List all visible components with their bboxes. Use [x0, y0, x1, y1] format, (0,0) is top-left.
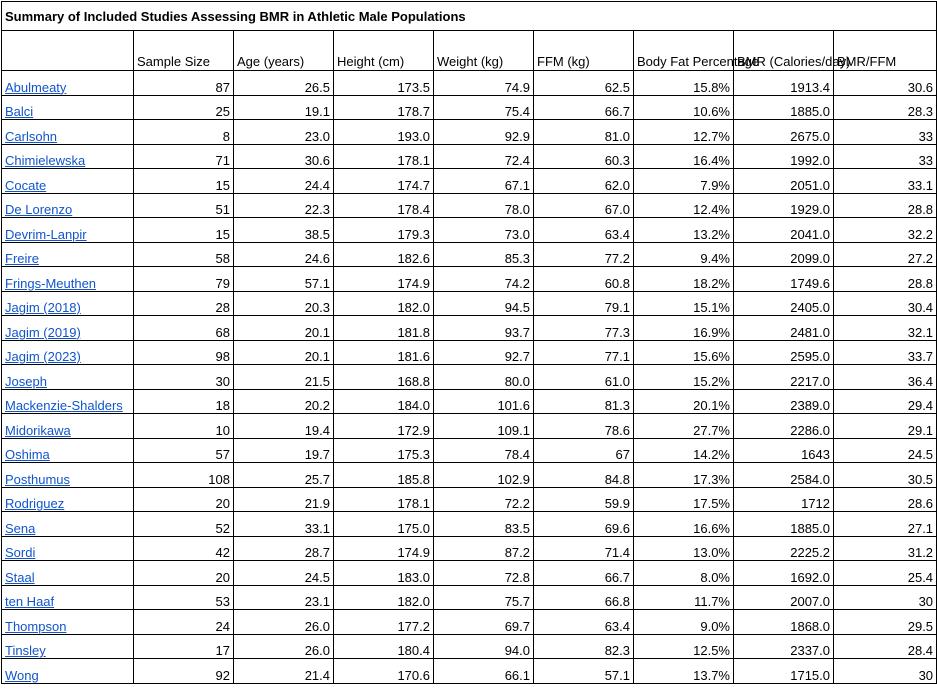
age-cell: 19.7: [234, 438, 334, 463]
sample-size-cell: 20: [134, 487, 234, 512]
ffm-cell: 81.0: [534, 120, 634, 145]
sample-size-cell: 20: [134, 561, 234, 586]
body-fat-cell: 15.8%: [634, 71, 734, 96]
bmr-cell: 2051.0: [734, 169, 834, 194]
table-row: [2, 340, 937, 365]
table-row: [2, 71, 937, 96]
body-fat-cell: 17.3%: [634, 463, 734, 488]
height-cell: 185.8: [334, 463, 434, 488]
body-fat-cell: 10.6%: [634, 95, 734, 120]
body-fat-cell: 13.2%: [634, 218, 734, 243]
table-row: [2, 438, 937, 463]
age-cell: 24.5: [234, 561, 334, 586]
bmr-cell: 1885.0: [734, 512, 834, 537]
bmr-ffm-cell: 28.3: [834, 95, 937, 120]
header-bmr-ffm: BMR/FFM: [834, 31, 937, 71]
ffm-cell: 66.7: [534, 95, 634, 120]
bmr-cell: 1885.0: [734, 95, 834, 120]
ffm-cell: 66.8: [534, 585, 634, 610]
sample-size-cell: 92: [134, 659, 234, 684]
body-fat-cell: 12.5%: [634, 634, 734, 659]
table-row: [2, 536, 937, 561]
study-link[interactable]: De Lorenzo: [5, 202, 73, 217]
ffm-cell: 60.3: [534, 144, 634, 169]
bmr-ffm-cell: 32.1: [834, 316, 937, 341]
ffm-cell: 77.3: [534, 316, 634, 341]
summary-table: [1, 1, 937, 684]
bmr-cell: 1929.0: [734, 193, 834, 218]
bmr-cell: 2225.2: [734, 536, 834, 561]
table-row: [2, 316, 937, 341]
height-cell: 175.3: [334, 438, 434, 463]
bmr-ffm-cell: 25.4: [834, 561, 937, 586]
weight-cell: 72.4: [434, 144, 534, 169]
ffm-cell: 67.0: [534, 193, 634, 218]
height-cell: 180.4: [334, 634, 434, 659]
ffm-cell: 62.0: [534, 169, 634, 194]
bmr-ffm-cell: 31.2: [834, 536, 937, 561]
study-cell: [2, 267, 134, 292]
study-cell: [2, 316, 134, 341]
age-cell: 26.5: [234, 71, 334, 96]
ffm-cell: 71.4: [534, 536, 634, 561]
height-cell: 182.0: [334, 291, 434, 316]
bmr-cell: 1868.0: [734, 610, 834, 635]
body-fat-cell: 27.7%: [634, 414, 734, 439]
bmr-cell: 2584.0: [734, 463, 834, 488]
study-link[interactable]: Frings-Meuthen: [5, 275, 97, 291]
sample-size-cell: 87: [134, 71, 234, 96]
table-row: [2, 291, 937, 316]
bmr-cell: 2041.0: [734, 218, 834, 243]
weight-cell: 78.0: [434, 193, 534, 218]
bmr-cell: 2099.0: [734, 242, 834, 267]
study-cell: [2, 414, 134, 439]
bmr-ffm-cell: 30.5: [834, 463, 937, 488]
table-row: [2, 610, 937, 635]
table-row: [2, 512, 937, 537]
bmr-ffm-cell: 24.5: [834, 438, 937, 463]
sample-size-cell: 10: [134, 414, 234, 439]
study-link[interactable]: Wong: [5, 667, 39, 683]
sample-size-cell: 57: [134, 438, 234, 463]
bmr-ffm-cell: 27.2: [834, 242, 937, 267]
sample-size-cell: 71: [134, 144, 234, 169]
weight-cell: 87.2: [434, 536, 534, 561]
ffm-cell: 82.3: [534, 634, 634, 659]
height-cell: 183.0: [334, 561, 434, 586]
body-fat-cell: 15.1%: [634, 291, 734, 316]
table-row: [2, 218, 937, 243]
age-cell: 20.1: [234, 316, 334, 341]
bmr-ffm-cell: 33: [834, 144, 937, 169]
ffm-cell: 78.6: [534, 414, 634, 439]
study-link[interactable]: Jagim (2023): [5, 349, 81, 364]
study-cell: [2, 291, 134, 316]
table-row: [2, 561, 937, 586]
weight-cell: 93.7: [434, 316, 534, 341]
bmr-ffm-cell: 29.4: [834, 389, 937, 414]
header-body-fat: Body Fat Percentage: [634, 31, 734, 71]
bmr-ffm-cell: 27.1: [834, 512, 937, 537]
ffm-cell: 63.4: [534, 218, 634, 243]
sample-size-cell: 108: [134, 463, 234, 488]
height-cell: 168.8: [334, 365, 434, 390]
height-cell: 174.7: [334, 169, 434, 194]
ffm-cell: 66.7: [534, 561, 634, 586]
header-height: Height (cm): [334, 31, 434, 71]
sample-size-cell: 52: [134, 512, 234, 537]
bmr-cell: 2217.0: [734, 365, 834, 390]
table-row: [2, 169, 937, 194]
age-cell: 20.2: [234, 389, 334, 414]
weight-cell: 92.9: [434, 120, 534, 145]
sample-size-cell: 98: [134, 340, 234, 365]
study-link[interactable]: Sena: [5, 520, 36, 536]
bmr-cell: 1712: [734, 487, 834, 512]
weight-cell: 72.2: [434, 487, 534, 512]
height-cell: 193.0: [334, 120, 434, 145]
ffm-cell: 77.2: [534, 242, 634, 267]
height-cell: 173.5: [334, 71, 434, 96]
bmr-ffm-cell: 30.6: [834, 71, 937, 96]
sample-size-cell: 28: [134, 291, 234, 316]
weight-cell: 75.4: [434, 95, 534, 120]
body-fat-cell: 9.4%: [634, 242, 734, 267]
age-cell: 38.5: [234, 218, 334, 243]
table-row: [2, 193, 937, 218]
height-cell: 178.4: [334, 193, 434, 218]
height-cell: 178.7: [334, 95, 434, 120]
weight-cell: 73.0: [434, 218, 534, 243]
bmr-cell: 1749.6: [734, 267, 834, 292]
ffm-cell: 84.8: [534, 463, 634, 488]
bmr-cell: 1992.0: [734, 144, 834, 169]
body-fat-cell: 8.0%: [634, 561, 734, 586]
study-cell: [2, 340, 134, 365]
body-fat-cell: 7.9%: [634, 169, 734, 194]
bmr-cell: 1913.4: [734, 71, 834, 96]
height-cell: 181.8: [334, 316, 434, 341]
ffm-cell: 61.0: [534, 365, 634, 390]
age-cell: 24.6: [234, 242, 334, 267]
study-link[interactable]: Cocate: [5, 177, 47, 193]
sample-size-cell: 79: [134, 267, 234, 292]
study-link[interactable]: Joseph: [5, 373, 47, 389]
body-fat-cell: 16.6%: [634, 512, 734, 537]
table-row: [2, 414, 937, 439]
bmr-ffm-cell: 32.2: [834, 218, 937, 243]
height-cell: 177.2: [334, 610, 434, 635]
sample-size-cell: 53: [134, 585, 234, 610]
study-link[interactable]: Carlsohn: [5, 128, 58, 144]
ffm-cell: 69.6: [534, 512, 634, 537]
bmr-ffm-cell: 28.4: [834, 634, 937, 659]
bmr-ffm-cell: 33.1: [834, 169, 937, 194]
height-cell: 178.1: [334, 144, 434, 169]
study-link[interactable]: Sordi: [5, 545, 36, 560]
bmr-cell: 2675.0: [734, 120, 834, 145]
weight-cell: 69.7: [434, 610, 534, 635]
ffm-cell: 57.1: [534, 659, 634, 684]
body-fat-cell: 11.7%: [634, 585, 734, 610]
table-row: [2, 487, 937, 512]
sample-size-cell: 68: [134, 316, 234, 341]
study-cell: [2, 95, 134, 120]
age-cell: 23.0: [234, 120, 334, 145]
weight-cell: 67.1: [434, 169, 534, 194]
study-link[interactable]: Oshima: [5, 447, 50, 462]
bmr-ffm-cell: 30: [834, 659, 937, 684]
bmr-ffm-cell: 29.1: [834, 414, 937, 439]
ffm-cell: 67: [534, 438, 634, 463]
height-cell: 184.0: [334, 389, 434, 414]
bmr-cell: 2481.0: [734, 316, 834, 341]
header-sample-size: Sample Size: [134, 31, 234, 71]
body-fat-cell: 12.4%: [634, 193, 734, 218]
bmr-cell: 2337.0: [734, 634, 834, 659]
study-cell: [2, 438, 134, 463]
study-cell: [2, 169, 134, 194]
table-row: [2, 95, 937, 120]
table-body: [2, 71, 937, 684]
weight-cell: 75.7: [434, 585, 534, 610]
bmr-ffm-cell: 29.5: [834, 610, 937, 635]
study-cell: [2, 144, 134, 169]
study-link[interactable]: Chimielewska: [5, 153, 86, 168]
age-cell: 21.9: [234, 487, 334, 512]
bmr-ffm-cell: 33.7: [834, 340, 937, 365]
sample-size-cell: 18: [134, 389, 234, 414]
sample-size-cell: 25: [134, 95, 234, 120]
table-row: [2, 634, 937, 659]
table-row: [2, 120, 937, 145]
bmr-ffm-cell: 28.8: [834, 267, 937, 292]
study-cell: [2, 634, 134, 659]
age-cell: 33.1: [234, 512, 334, 537]
height-cell: 174.9: [334, 536, 434, 561]
bmr-cell: 1643: [734, 438, 834, 463]
age-cell: 22.3: [234, 193, 334, 218]
age-cell: 20.1: [234, 340, 334, 365]
age-cell: 26.0: [234, 634, 334, 659]
study-link[interactable]: ten Haaf: [5, 594, 55, 609]
study-link[interactable]: Thompson: [5, 618, 67, 634]
age-cell: 28.7: [234, 536, 334, 561]
height-cell: 172.9: [334, 414, 434, 439]
study-link[interactable]: Midorikawa: [5, 422, 71, 438]
title-row: [2, 2, 937, 31]
bmr-cell: 2405.0: [734, 291, 834, 316]
height-cell: 175.0: [334, 512, 434, 537]
study-cell: [2, 512, 134, 537]
header-ffm: FFM (kg): [534, 31, 634, 71]
body-fat-cell: 13.7%: [634, 659, 734, 684]
sample-size-cell: 15: [134, 218, 234, 243]
sample-size-cell: 24: [134, 610, 234, 635]
study-link[interactable]: Posthumus: [5, 471, 71, 487]
height-cell: 181.6: [334, 340, 434, 365]
height-cell: 179.3: [334, 218, 434, 243]
bmr-ffm-cell: 30: [834, 585, 937, 610]
study-cell: [2, 120, 134, 145]
study-cell: [2, 536, 134, 561]
bmr-cell: 1715.0: [734, 659, 834, 684]
body-fat-cell: 15.6%: [634, 340, 734, 365]
table-row: [2, 463, 937, 488]
ffm-cell: 60.8: [534, 267, 634, 292]
study-link[interactable]: Jagim (2018): [5, 300, 81, 315]
weight-cell: 72.8: [434, 561, 534, 586]
age-cell: 26.0: [234, 610, 334, 635]
study-cell: [2, 242, 134, 267]
body-fat-cell: 15.2%: [634, 365, 734, 390]
sample-size-cell: 30: [134, 365, 234, 390]
bmr-cell: 2595.0: [734, 340, 834, 365]
study-link[interactable]: Rodriguez: [5, 496, 65, 511]
height-cell: 182.0: [334, 585, 434, 610]
bmr-ffm-cell: 33: [834, 120, 937, 145]
weight-cell: 78.4: [434, 438, 534, 463]
study-cell: [2, 365, 134, 390]
body-fat-cell: 17.5%: [634, 487, 734, 512]
study-cell: [2, 585, 134, 610]
bmr-cell: 2389.0: [734, 389, 834, 414]
weight-cell: 85.3: [434, 242, 534, 267]
table-title: Summary of Included Studies Assessing BMR in Athletic Male Populations: [2, 2, 937, 31]
sample-size-cell: 15: [134, 169, 234, 194]
header-bmr: BMR (Calories/day): [734, 31, 834, 71]
study-cell: [2, 487, 134, 512]
weight-cell: 74.2: [434, 267, 534, 292]
header-weight: Weight (kg): [434, 31, 534, 71]
ffm-cell: 81.3: [534, 389, 634, 414]
weight-cell: 94.5: [434, 291, 534, 316]
height-cell: 182.6: [334, 242, 434, 267]
header-row: [2, 31, 937, 71]
study-cell: [2, 610, 134, 635]
table-row: [2, 585, 937, 610]
ffm-cell: 79.1: [534, 291, 634, 316]
weight-cell: 92.7: [434, 340, 534, 365]
bmr-cell: 2286.0: [734, 414, 834, 439]
study-cell: [2, 389, 134, 414]
weight-cell: 66.1: [434, 659, 534, 684]
age-cell: 19.1: [234, 95, 334, 120]
header-age: Age (years): [234, 31, 334, 71]
study-link[interactable]: Abulmeaty: [5, 79, 67, 95]
bmr-ffm-cell: 28.6: [834, 487, 937, 512]
header-study: [2, 31, 134, 71]
weight-cell: 102.9: [434, 463, 534, 488]
body-fat-cell: 12.7%: [634, 120, 734, 145]
table-row: [2, 267, 937, 292]
weight-cell: 80.0: [434, 365, 534, 390]
age-cell: 23.1: [234, 585, 334, 610]
age-cell: 19.4: [234, 414, 334, 439]
bmr-ffm-cell: 36.4: [834, 365, 937, 390]
age-cell: 30.6: [234, 144, 334, 169]
bmr-cell: 1692.0: [734, 561, 834, 586]
body-fat-cell: 16.4%: [634, 144, 734, 169]
ffm-cell: 63.4: [534, 610, 634, 635]
body-fat-cell: 9.0%: [634, 610, 734, 635]
body-fat-cell: 13.0%: [634, 536, 734, 561]
study-link[interactable]: Devrim-Lanpir: [5, 226, 87, 242]
sample-size-cell: 51: [134, 193, 234, 218]
bmr-cell: 2007.0: [734, 585, 834, 610]
age-cell: 57.1: [234, 267, 334, 292]
study-link[interactable]: Tinsley: [5, 643, 46, 658]
sample-size-cell: 8: [134, 120, 234, 145]
height-cell: 178.1: [334, 487, 434, 512]
body-fat-cell: 18.2%: [634, 267, 734, 292]
age-cell: 21.4: [234, 659, 334, 684]
weight-cell: 109.1: [434, 414, 534, 439]
study-cell: [2, 463, 134, 488]
age-cell: 25.7: [234, 463, 334, 488]
bmr-ffm-cell: 30.4: [834, 291, 937, 316]
body-fat-cell: 16.9%: [634, 316, 734, 341]
study-cell: [2, 561, 134, 586]
sample-size-cell: 42: [134, 536, 234, 561]
weight-cell: 94.0: [434, 634, 534, 659]
age-cell: 24.4: [234, 169, 334, 194]
study-link[interactable]: Balci: [5, 104, 34, 119]
height-cell: 174.9: [334, 267, 434, 292]
body-fat-cell: 14.2%: [634, 438, 734, 463]
table-row: [2, 365, 937, 390]
table-row: [2, 389, 937, 414]
weight-cell: 83.5: [434, 512, 534, 537]
table-row: [2, 144, 937, 169]
study-link[interactable]: Freire: [5, 251, 39, 266]
study-link[interactable]: Jagim (2019): [5, 324, 81, 340]
study-cell: [2, 71, 134, 96]
study-cell: [2, 193, 134, 218]
body-fat-cell: 20.1%: [634, 389, 734, 414]
weight-cell: 101.6: [434, 389, 534, 414]
study-link[interactable]: Staal: [5, 569, 35, 585]
ffm-cell: 59.9: [534, 487, 634, 512]
table-row: [2, 242, 937, 267]
study-link[interactable]: Mackenzie-Shalders: [5, 398, 123, 413]
sample-size-cell: 17: [134, 634, 234, 659]
bmr-ffm-cell: 28.8: [834, 193, 937, 218]
weight-cell: 74.9: [434, 71, 534, 96]
ffm-cell: 77.1: [534, 340, 634, 365]
age-cell: 20.3: [234, 291, 334, 316]
study-cell: [2, 218, 134, 243]
height-cell: 170.6: [334, 659, 434, 684]
age-cell: 21.5: [234, 365, 334, 390]
table-row: [2, 659, 937, 684]
sample-size-cell: 58: [134, 242, 234, 267]
ffm-cell: 62.5: [534, 71, 634, 96]
study-cell: [2, 659, 134, 684]
